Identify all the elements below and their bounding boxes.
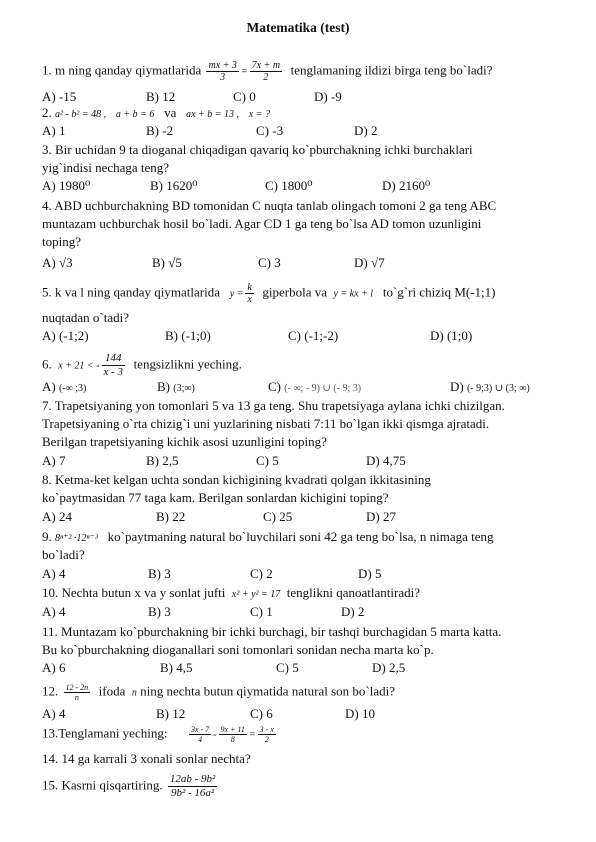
- answer-option: C) (-1;-2): [288, 328, 339, 343]
- question-7-line-2: Trapetsiyaning o`rta chizig`i uni yuzlarining nisbati 7:11 bo`lgan ikki qismga ajratadi.: [42, 416, 490, 431]
- answer-option: B) -2: [146, 123, 174, 138]
- question-2: 2. a² - b² = 48 , a + b = 6 va ax + b = 13 , x = ?: [42, 105, 270, 120]
- answer-option: B) (-1;0): [165, 328, 211, 343]
- question-7-line-1: 7. Trapetsiyaning yon tomonlari 5 va 13 ga teng. Shu trapetsiyaga aylana ichki chizilgan.: [42, 398, 505, 413]
- answer-option: C) 5: [256, 453, 279, 468]
- math-expression: x = ?: [248, 109, 270, 120]
- answer-option: D) 2: [341, 604, 365, 619]
- answer-option: B) 4,5: [160, 660, 193, 675]
- question-4-line-2: muntazam uchburchak hosil bo`ladi. Agar CD 1 ga teng bo`lsa AD tomon uzunligini: [42, 216, 482, 231]
- question-11-line-2: Bu ko`pburchakning dioganallari soni tomonlari sonidan necha marta ko`p.: [42, 642, 434, 657]
- question-1-fraction-right: $\frac{7x + m}{2}$: [251, 60, 281, 83]
- question-5-fraction: $\frac{k}{x}$: [247, 282, 252, 305]
- question-4-line-1: 4. ABD uchburchakning BD tomonidan C nuqta tanlab olingach tomoni 2 ga teng ABC: [42, 198, 497, 213]
- answer-option: A) 24: [42, 509, 72, 524]
- question-1-fraction-left: $\frac{mx + 3}{3}$: [208, 60, 237, 83]
- question-13: 13.Tenglamani yeching: $\frac{3x - 7}{4}$ - $\frac{9x + 11}{8}$ = $\frac{3 - x}{2}$: [42, 725, 274, 744]
- answer-option: C) 0: [233, 89, 256, 104]
- math-expression: x² + y² = 17: [231, 589, 281, 600]
- question-3-line-1: 3. Bir uchidan 9 ta dioganal chiqadigan qavariq ko`pburchakning ichki burchaklari: [42, 142, 473, 157]
- answer-option: C) 25: [263, 509, 293, 524]
- question-12: 12. $\frac{12 - 2n}{n}$ ifoda n ning nechta butun qiymatida natural son bo`ladi?: [42, 683, 396, 702]
- question-10: 10. Nechta butun x va y sonlat jufti x² + y² = 17 tenglikni qanoatlantiradi?: [42, 585, 421, 600]
- answer-option: C) 2: [250, 566, 273, 581]
- answer-option: A) (-1;2): [42, 328, 89, 343]
- answer-option: A) 4: [42, 706, 66, 721]
- question-1: 1. m ning qanday qiymatlarida $\frac{mx + 3}{3}$ = $\frac{7x + m}{2}$ tenglamaning ildizi birga teng bo`ladi?: [42, 60, 493, 83]
- answer-option: C) 3: [258, 255, 281, 270]
- answer-option: B) 12: [156, 706, 186, 721]
- answer-option: C) 1800⁰: [265, 178, 313, 193]
- answer-option: C) 1: [250, 604, 273, 619]
- question-13-fraction-2: $\frac{9x + 11}{8}$: [220, 725, 245, 744]
- answer-option: B) 12: [146, 89, 176, 104]
- answer-option: D) (1;0): [430, 328, 473, 343]
- answer-option: D) 2: [354, 123, 378, 138]
- question-8-line-2: ko`paytmasidan 77 taga kam. Berilgan sonlardan kichigini toping?: [42, 490, 389, 505]
- question-5-line-2: nuqtadan o`tadi?: [42, 310, 129, 325]
- answer-option: D) 10: [345, 706, 375, 721]
- answer-option: B) 1620⁰: [150, 178, 198, 193]
- answer-option: D) -9: [314, 89, 342, 104]
- math-expression: x + 21 < -: [58, 360, 100, 372]
- answer-option: D) 2,5: [372, 660, 406, 675]
- answer-option: D) 2160⁰: [382, 178, 431, 193]
- question-11-line-1: 11. Muntazam ko`pburchakning bir ichki burchagi, bir tashqi burchagidan 5 marta katta.: [42, 624, 502, 639]
- question-15: 15. Kasrni qisqartiring. $\frac{\text{12ab - 9b²}}{\text{9b² - 16a²}}$: [42, 773, 216, 799]
- question-15-fraction: $\frac{\text{12ab - 9b²}}{\text{9b² - 16a²}}$: [169, 773, 216, 799]
- math-expression: a² - b² = 48 ,: [55, 109, 107, 120]
- question-9: 9. 8ⁿ⁺² ·12ⁿ⁻³ ko`paytmaning natural bo`luvchilari soni 42 ga teng bo`lsa, n nimaga teng: [42, 529, 494, 544]
- answer-option: D) (- 9;3) ∪ (3; ∞): [450, 379, 530, 394]
- answer-option: B) (3;∞): [157, 379, 195, 394]
- question-6-fraction: $\frac{144}{x - 3}$: [103, 352, 124, 378]
- question-7-line-3: Berilgan trapetsiyaning kichik asosi uzunligini toping?: [42, 434, 327, 449]
- answer-option: B) 2,5: [146, 453, 179, 468]
- answer-option: A) 4: [42, 566, 66, 581]
- question-13-fraction-1: $\frac{3x - 7}{4}$: [190, 725, 210, 744]
- page-title: Matematika (test): [246, 20, 350, 35]
- math-expression: a + b = 6: [115, 109, 155, 120]
- answer-option: B) 22: [156, 509, 186, 524]
- question-14: 14. 14 ga karrali 3 xonali sonlar nechta?: [42, 751, 251, 766]
- answer-option: D) 4,75: [366, 453, 406, 468]
- question-6: 6. x + 21 < - $\frac{144}{x - 3}$ tengsizlikni yeching.: [42, 352, 242, 378]
- answer-option: B) √5: [152, 255, 182, 270]
- answer-option: A) 4: [42, 604, 66, 619]
- answer-option: C) (- ∞; - 9) ∪ (- 9; 3): [268, 379, 362, 394]
- answer-option: C) 5: [276, 660, 299, 675]
- answer-option: A) (-∞ ;3): [42, 379, 87, 394]
- answer-option: A) 1: [42, 123, 66, 138]
- question-12-fraction: $\frac{12 - 2n}{n}$: [65, 683, 89, 702]
- answer-option: C) -3: [256, 123, 284, 138]
- question-1-text: 1. m ning qanday qiymatlarida: [42, 62, 202, 78]
- math-expression: 8ⁿ⁺² ·12ⁿ⁻³: [55, 533, 98, 544]
- answer-option: B) 3: [148, 566, 171, 581]
- answer-option: A) 6: [42, 660, 66, 675]
- math-expression: ax + b = 13 ,: [186, 109, 240, 120]
- question-13-fraction-3: $\frac{3 - x}{2}$: [259, 725, 274, 744]
- question-9-line-2: bo`ladi?: [42, 547, 85, 562]
- answer-option: C) 6: [250, 706, 273, 721]
- question-4-line-3: toping?: [42, 234, 81, 249]
- question-5: 5. k va l ning qanday qiymatlarida y = $\frac{k}{x}$ giperbola va y = kx + l to`g`ri chiziq M(-1;1): [42, 282, 496, 305]
- math-expression: y = kx + l: [333, 288, 374, 300]
- question-3-line-2: yig`indisi nechaga teng?: [42, 160, 170, 175]
- question-8-line-1: 8. Ketma-ket kelgan uchta sondan kichigining kvadrati qolgan ikkitasining: [42, 472, 431, 487]
- answer-option: D) 27: [366, 509, 396, 524]
- answer-option: A) 1980⁰: [42, 178, 91, 193]
- answer-option: D) √7: [354, 255, 385, 270]
- answer-option: D) 5: [358, 566, 382, 581]
- answer-option: B) 3: [148, 604, 171, 619]
- answer-option: A) 7: [42, 453, 66, 468]
- answer-option: A) -15: [42, 89, 77, 104]
- answer-option: A) √3: [42, 255, 73, 270]
